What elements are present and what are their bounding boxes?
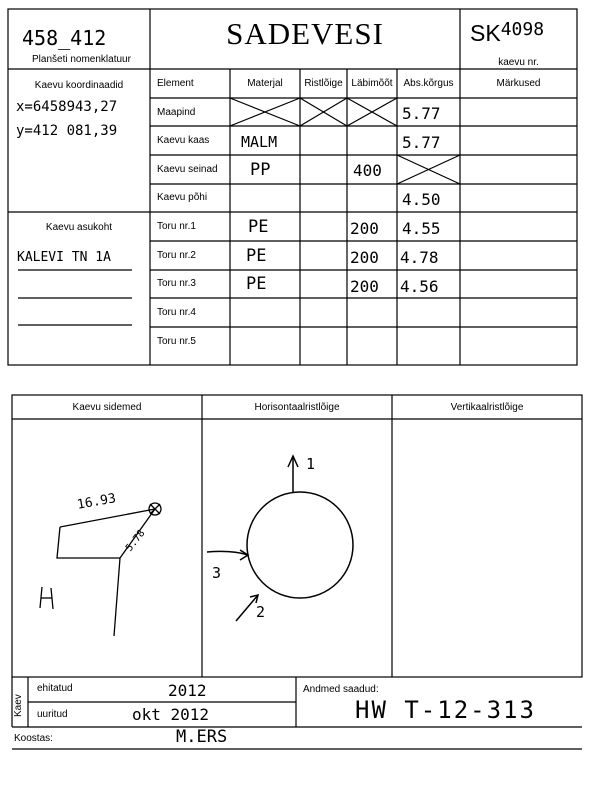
row-label: Kaevu põhi <box>157 192 208 203</box>
location-value: KALEVI TN 1A <box>17 250 111 265</box>
page-title: SADEVESI <box>226 16 384 51</box>
row-label: Kaevu kaas <box>157 135 210 146</box>
well-number-value: 4098 <box>500 19 545 40</box>
cell-abs-height: 4.78 <box>400 248 439 267</box>
coordinate-x: x=6458943,27 <box>16 99 118 115</box>
sheet-label: Planšeti nomenklatuur <box>32 54 131 65</box>
row-label: Toru nr.5 <box>157 336 196 347</box>
cell-diameter: 200 <box>350 277 379 296</box>
dimension-long: 16.93 <box>76 491 118 513</box>
panel-title-connections: Kaevu sidemed <box>72 402 142 413</box>
row-label: Toru nr.3 <box>157 278 196 289</box>
col-header-material: Materjal <box>247 78 283 89</box>
well-label: kaevu nr. <box>498 57 539 68</box>
pipe-label-2: 2 <box>256 603 266 621</box>
location-label: Kaevu asukoht <box>45 222 113 233</box>
cell-abs-height: 4.55 <box>402 219 441 238</box>
cell-material: PE <box>248 217 269 237</box>
cell-material: PP <box>250 160 271 180</box>
cell-abs-height: 4.56 <box>400 277 439 296</box>
col-header-abs-height: Abs.kõrgus <box>403 78 454 89</box>
footer-side-label: Kaev <box>13 694 24 717</box>
well-prefix: SK <box>470 20 501 46</box>
data-source-label: Andmed saadud: <box>303 684 379 695</box>
panel-title-horizontal-section: Horisontaalristlõige <box>254 402 340 413</box>
pipe-label-1: 1 <box>306 455 316 473</box>
horizontal-section-sketch <box>207 456 353 621</box>
panel-title-vertical-section: Vertikaalristlõige <box>450 402 524 413</box>
sheet-number: 458_412 <box>22 26 107 50</box>
cell-abs-height: 5.77 <box>402 133 441 152</box>
well-connections-sketch <box>40 503 161 636</box>
coordinates-label: Kaevu koordinaadid <box>34 80 124 91</box>
well-number <box>470 20 544 47</box>
built-value: 2012 <box>168 681 207 700</box>
built-label: ehitatud <box>37 683 73 694</box>
row-label: Maapind <box>157 107 196 118</box>
author-value: M.ERS <box>176 727 228 747</box>
coordinate-y: y=412 081,39 <box>16 123 118 139</box>
dimension-short: 5.78 <box>124 528 148 554</box>
row-label: Toru nr.2 <box>157 250 196 261</box>
author-label: Koostas: <box>14 733 53 744</box>
cell-material: MALM <box>241 133 278 151</box>
cell-material: PE <box>246 246 267 266</box>
letter-h <box>58 588 59 589</box>
row-label: Toru nr.4 <box>157 307 196 318</box>
col-header-diameter: Läbimõõt <box>351 78 393 89</box>
cell-material: PE <box>246 274 267 294</box>
row-label: Toru nr.1 <box>157 221 196 232</box>
cell-diameter: 400 <box>353 161 382 180</box>
row-label: Kaevu seinad <box>157 164 218 175</box>
col-header-cross-section: Ristlõige <box>304 78 343 89</box>
surveyed-label: uuritud <box>37 709 68 720</box>
cell-diameter: 200 <box>350 248 379 267</box>
cell-abs-height: 4.50 <box>402 190 441 209</box>
col-header-element: Element <box>157 78 194 89</box>
cell-diameter: 200 <box>350 219 379 238</box>
data-source-value: HW T-12-313 <box>355 696 536 724</box>
col-header-notes: Märkused <box>496 78 541 89</box>
cell-abs-height: 5.77 <box>402 104 441 123</box>
surveyed-value: okt 2012 <box>132 705 210 724</box>
pipe-label-3: 3 <box>212 564 222 582</box>
